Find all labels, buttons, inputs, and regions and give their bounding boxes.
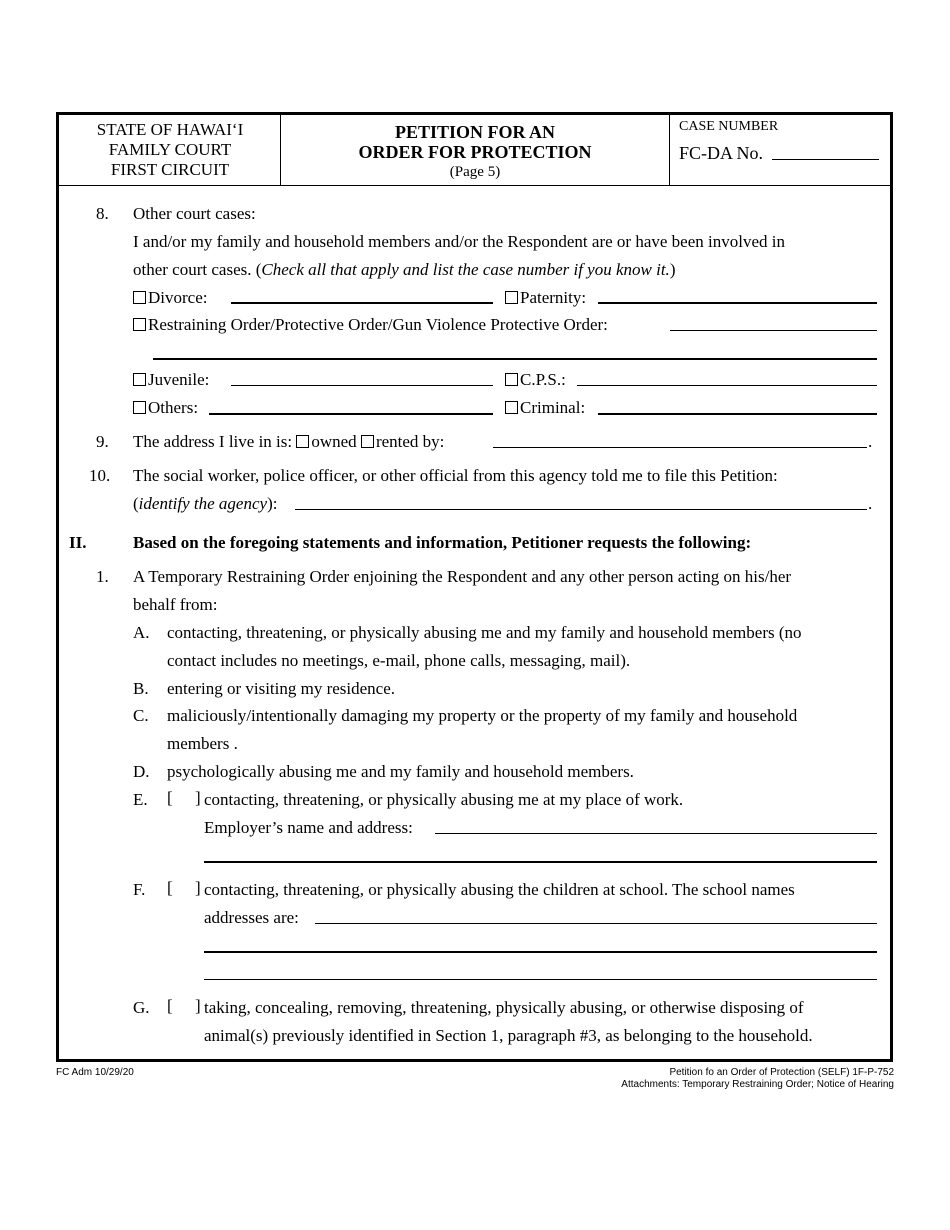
title-line-2: ORDER FOR PROTECTION [358,142,592,162]
paternity-option [505,287,586,309]
court-line-state: STATE OF HAWAI‘I [96,120,244,139]
case-number-field[interactable] [772,159,879,160]
item-10-period: . [868,494,873,513]
restraining-case-field-2[interactable] [153,358,877,360]
employer-label: Employer’s name and address: [204,818,413,837]
attachments-note: Attachments: Temporary Restraining Order; Notice of Hearing [621,1079,894,1090]
criminal-case-field[interactable] [598,413,877,415]
sub-e-text: contacting, threatening, or physically abusing me at my place of work. [204,790,684,809]
rented-label: rented by: [375,432,445,451]
form-revision-date: FC Adm 10/29/20 [56,1067,134,1078]
divorce-option [133,287,207,309]
item-10-text: The social worker, police officer, or other official from this agency told me to file this Petition: [133,466,778,485]
sub-c-letter: C. [133,706,149,725]
item-8-number: 8. [96,204,109,223]
juvenile-label: Juvenile: [148,370,210,389]
item-8-text-2 [133,259,675,281]
cps-checkbox[interactable] [505,373,518,386]
sub-e-bracket-close[interactable]: ] [195,788,201,807]
sub-g-letter: G. [133,998,150,1017]
item-9-text [133,431,444,453]
owned-label: owned [311,432,357,451]
others-option [133,397,198,419]
request-1-text-1: A Temporary Restraining Order enjoining the Respondent and any other person acting on his/her [133,567,792,586]
sub-d-text: psychologically abusing me and my family and household members. [167,762,634,781]
section-2-heading: Based on the foregoing statements and information, Petitioner requests the following: [133,533,752,552]
owned-checkbox[interactable] [296,435,309,448]
page-indicator: (Page 5) [449,164,501,180]
sub-g-text-2: animal(s) previously identified in Section 1, paragraph #3, as belonging to the household. [204,1026,813,1045]
case-number-label: CASE NUMBER [679,119,779,134]
restraining-label: Restraining Order/Protective Order/Gun Violence Protective Order: [148,315,608,334]
document-title [281,122,669,182]
item-10-agency-label [133,493,277,515]
restraining-case-field[interactable] [670,330,877,331]
cps-option [505,369,566,391]
sub-c-text-1: maliciously/intentionally damaging my property or the property of my family and household [167,706,798,725]
rented-by-field[interactable] [493,447,867,448]
paternity-checkbox[interactable] [505,291,518,304]
others-case-field[interactable] [209,413,493,415]
header-separator-right [669,112,670,186]
sub-b-letter: B. [133,679,149,698]
agency-instruction: identify the agency [138,494,268,513]
others-label: Others: [148,398,199,417]
criminal-checkbox[interactable] [505,401,518,414]
sub-a-text-1: contacting, threatening, or physically abusing me and my family and household members (no [167,623,802,642]
item-9-number: 9. [96,432,109,451]
fcda-label: FC-DA No. [679,143,764,163]
agency-field[interactable] [295,509,867,510]
school-field[interactable] [315,923,877,924]
item-9-period: . [868,432,873,451]
cps-case-field[interactable] [577,385,877,386]
paternity-case-field[interactable] [598,302,877,304]
employer-field[interactable] [435,833,877,834]
court-line-circuit: FIRST CIRCUIT [110,160,230,179]
sub-c-text-2: members . [167,734,238,753]
item-8-text-1: I and/or my family and household members and/or the Respondent are or have been involved in [133,232,785,251]
sub-f-bracket-open[interactable]: [ [167,878,173,897]
divorce-checkbox[interactable] [133,291,146,304]
court-name [60,120,280,180]
juvenile-checkbox[interactable] [133,373,146,386]
employer-field-2[interactable] [204,861,877,863]
sub-g-text-1: taking, concealing, removing, threatening, physically abusing, or otherwise disposing of [204,998,804,1017]
others-checkbox[interactable] [133,401,146,414]
item-8-instruction: Check all that apply and list the case number if you know it. [261,260,670,279]
juvenile-case-field[interactable] [231,385,493,386]
sub-b-text: entering or visiting my residence. [167,679,396,698]
title-line-1: PETITION FOR AN [394,122,556,142]
sub-f-bracket-close[interactable]: ] [195,878,201,897]
restraining-option [133,314,608,336]
item-8-text-2-end: ) [669,260,676,279]
sub-e-letter: E. [133,790,148,809]
divorce-case-field[interactable] [231,302,493,304]
court-line-family: FAMILY COURT [108,140,232,159]
item-9-label: The address I live in is: [133,432,293,451]
sub-e-bracket-open[interactable]: [ [167,788,173,807]
item-8-title: Other court cases: [133,204,256,223]
criminal-label: Criminal: [520,398,586,417]
sub-g-bracket-open[interactable]: [ [167,996,173,1015]
request-1-number: 1. [96,567,109,586]
sub-g-bracket-close[interactable]: ] [195,996,201,1015]
header-divider [56,185,893,186]
item-10-number: 10. [89,466,111,485]
school-field-2[interactable] [204,951,877,953]
agency-open: ( [133,494,139,513]
criminal-option [505,397,585,419]
school-field-3[interactable] [204,979,877,980]
form-id: Petition fo an Order of Protection (SELF) 1F-P-752 [669,1067,894,1078]
sub-f-letter: F. [133,880,146,899]
juvenile-option [133,369,209,391]
sub-f-text: contacting, threatening, or physically abusing the children at school. The school names [204,880,795,899]
section-2-number: II. [69,533,87,552]
item-8-text-2-plain: other court cases. ( [133,260,262,279]
cps-label: C.P.S.: [520,370,566,389]
request-1-text-2: behalf from: [133,595,218,614]
sub-d-letter: D. [133,762,150,781]
sub-a-letter: A. [133,623,150,642]
sub-a-text-2: contact includes no meetings, e-mail, phone calls, messaging, mail). [167,651,631,670]
restraining-checkbox[interactable] [133,318,146,331]
paternity-label: Paternity: [520,288,587,307]
agency-close: ): [267,494,278,513]
divorce-label: Divorce: [148,288,208,307]
school-label: addresses are: [204,908,299,927]
rented-checkbox[interactable] [361,435,374,448]
